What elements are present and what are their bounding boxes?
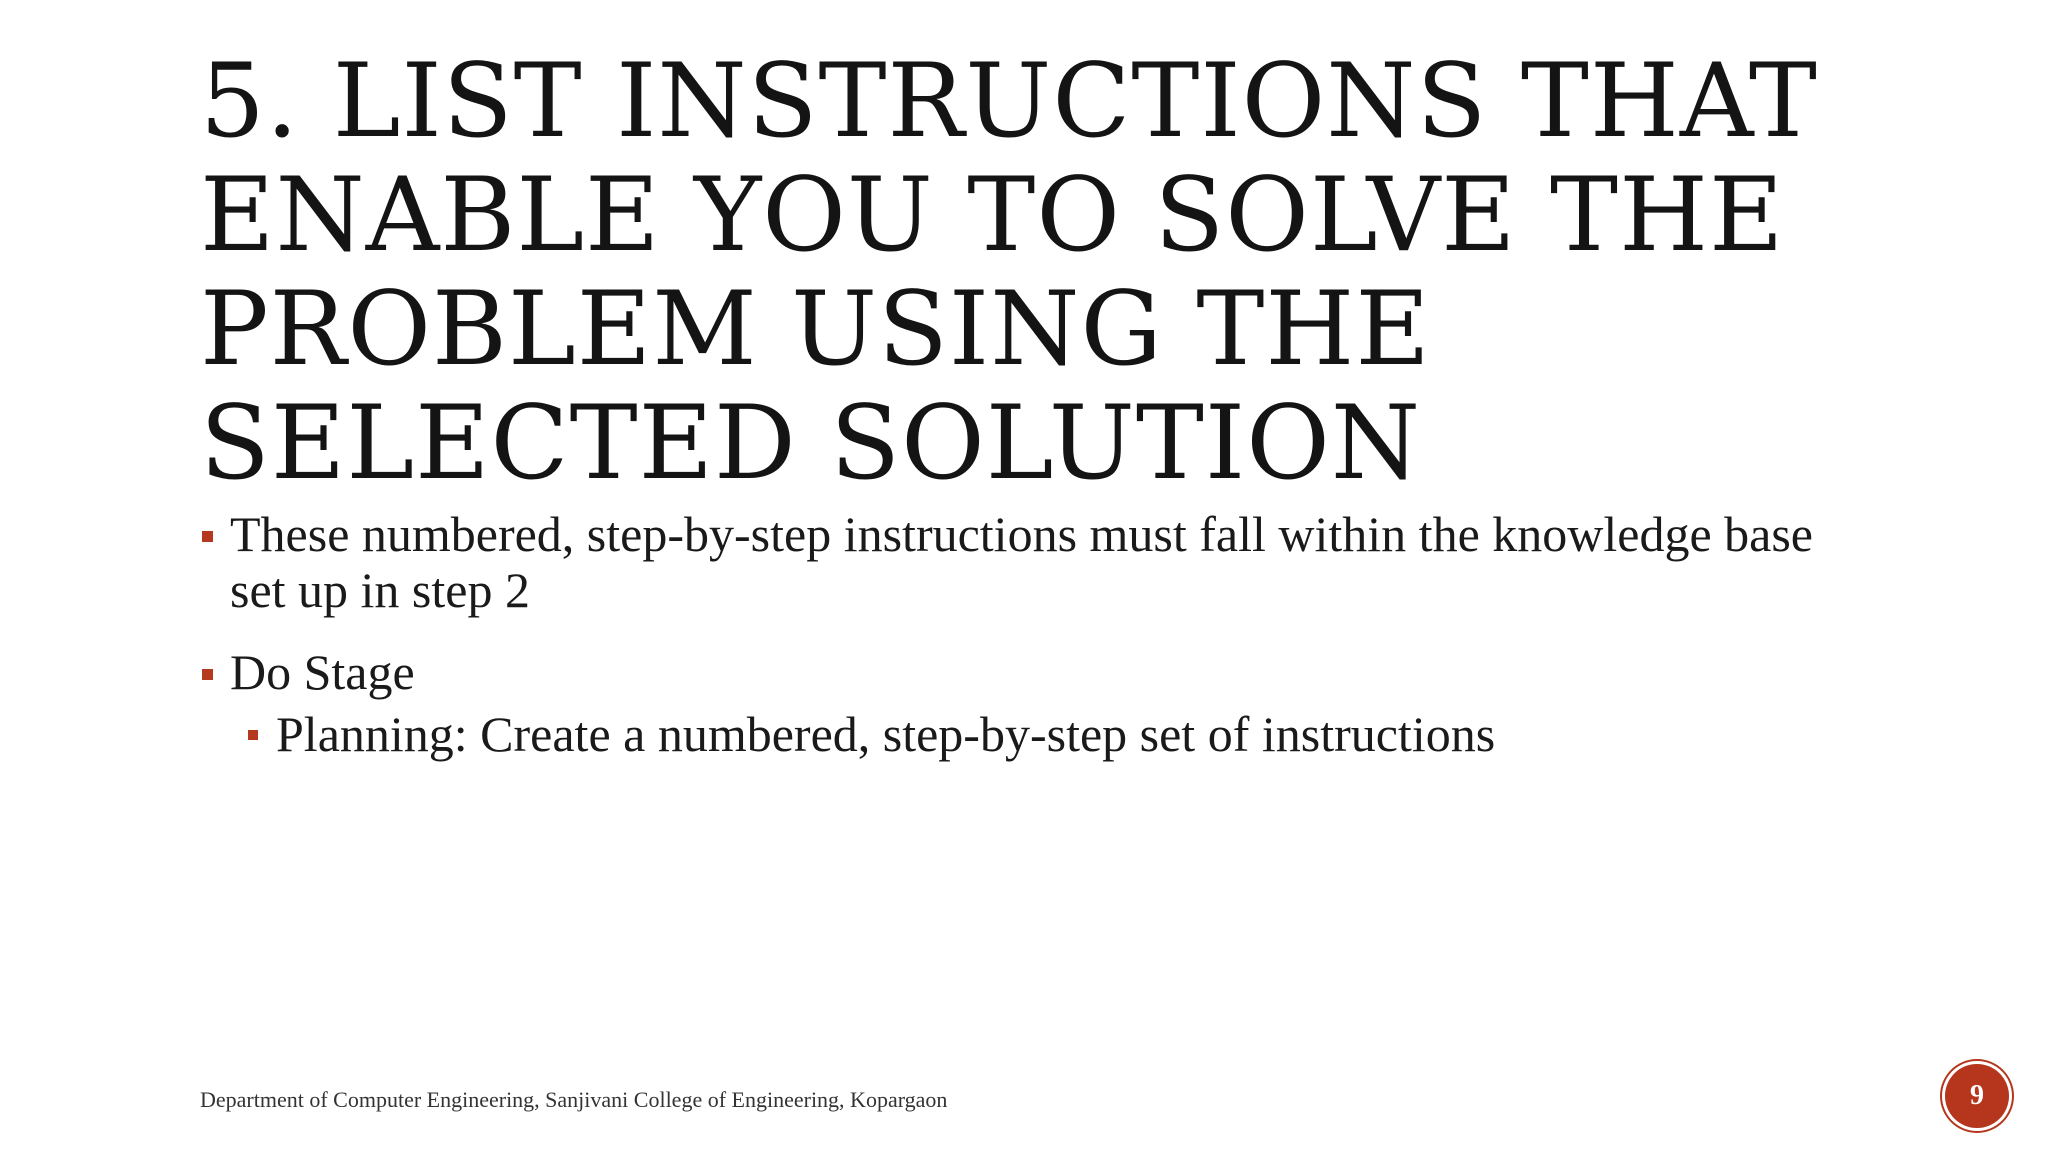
bullet-item <box>200 506 1820 618</box>
sub-bullet-item <box>246 706 1820 762</box>
square-bullet-icon <box>202 669 213 680</box>
title-line: SELECTED SOLUTION <box>200 384 1422 503</box>
slide-title <box>200 42 1840 503</box>
title-line: ENABLE YOU TO SOLVE THE <box>200 156 1785 275</box>
bullet-text: Do Stage <box>230 644 415 700</box>
bullet-text: These numbered, step-by-step instructions must fall within the knowledge base set up in step 2 <box>230 506 1813 618</box>
bullet-item <box>200 644 1820 700</box>
sub-bullet-text: Planning: Create a numbered, step-by-step set of instructions <box>276 706 1496 762</box>
slide-footer: Department of Computer Engineering, Sanjivani College of Engineering, Kopargaon <box>200 1087 948 1112</box>
page-number: 9 <box>1970 1080 1984 1111</box>
square-bullet-icon <box>248 730 258 740</box>
square-bullet-icon <box>202 531 213 542</box>
title-line: PROBLEM USING THE <box>200 270 1431 389</box>
page-number-badge <box>1942 1061 2012 1131</box>
bullet-list <box>200 506 1820 762</box>
title-line: 5. LIST INSTRUCTIONS THAT <box>200 42 1818 161</box>
